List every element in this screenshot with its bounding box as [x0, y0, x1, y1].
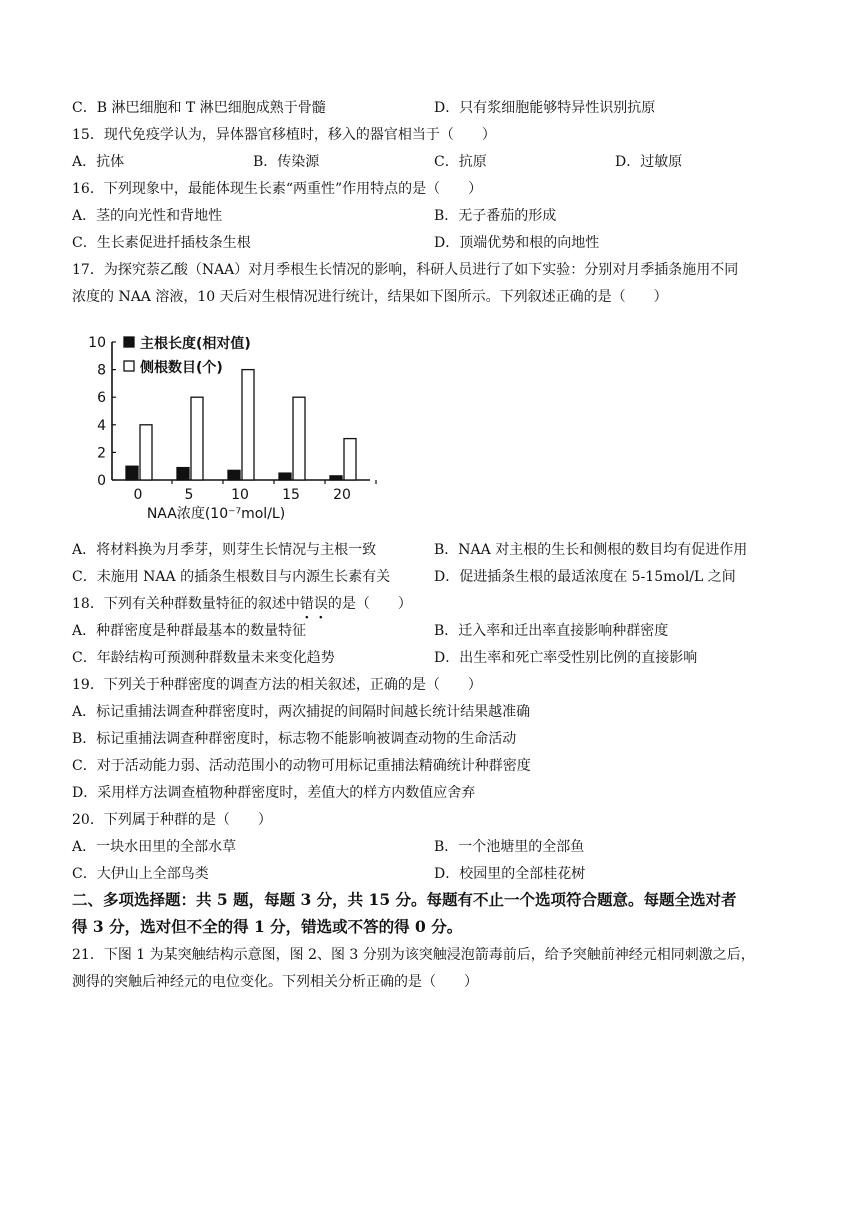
legend-label-lateral-root: 侧根数目(个): [140, 360, 223, 376]
q14-option-c: C．B 淋巴细胞和 T 淋巴细胞成熟于骨髓: [72, 100, 326, 116]
bar-main-root-length: [279, 473, 291, 480]
q18-stem: [72, 594, 412, 614]
q17-option-d: D．促进插条生根的最适浓度在 5-15mol/L 之间: [434, 569, 736, 585]
q15-option-b: B．传染源: [253, 154, 320, 170]
q17-option-c: C．未施用 NAA 的插条生根数目与内源生长素有关: [72, 569, 391, 585]
q19-option-c: C．对于活动能力弱、活动范围小的动物可用标记重捕法精确统计种群密度: [72, 758, 531, 774]
bar-lateral-root-count: [191, 397, 203, 480]
bar-main-root-length: [228, 470, 240, 480]
chart-legend: [124, 335, 251, 376]
q16-stem: 16．下列现象中，最能体现生长素“两重性”作用特点的是（ ）: [72, 181, 483, 197]
legend-swatch-lateral-root: [124, 361, 134, 371]
q16-option-a: A．茎的向光性和背地性: [72, 208, 223, 224]
x-tick-label: 10: [231, 487, 249, 503]
y-tick-label: 8: [97, 362, 106, 379]
q17-option-a: A．将材料换为月季芽，则芽生长情况与主根一致: [72, 542, 377, 558]
x-tick-label: 15: [282, 487, 300, 503]
q15-option-d: D．过敏原: [615, 154, 683, 170]
q18-emphasis-1: 错: [299, 596, 314, 612]
x-tick-label: 5: [184, 487, 194, 503]
y-tick-label: 0: [97, 473, 106, 489]
q20-option-a: A．一块水田里的全部水草: [72, 839, 237, 855]
bar-lateral-root-count: [242, 370, 254, 480]
chart-bars: [126, 370, 356, 480]
legend-label-main-root: 主根长度(相对值): [140, 336, 251, 352]
q18-stem-post: 的是（ ）: [327, 596, 412, 612]
y-tick-label: 4: [97, 417, 106, 434]
q18-option-b: B．迁入率和迁出率直接影响种群密度: [434, 623, 669, 639]
q21-stem-line1: 21．下图 1 为某突触结构示意图，图 2、图 3 分别为该突触浸泡箭毒前后，给予突触前神经元相同刺激之后，: [72, 947, 755, 963]
q18-stem-pre: 18．下列有关种群数量特征的叙述中: [72, 596, 300, 612]
y-tick-label: 2: [97, 445, 106, 462]
bar-lateral-root-count: [140, 425, 152, 480]
bar-main-root-length: [330, 476, 342, 480]
q17-option-b: B．NAA 对主根的生长和侧根的数目均有促进作用: [434, 542, 748, 558]
q19-option-a: A．标记重捕法调查种群密度时，两次捕捉的间隔时间越长统计结果越准确: [72, 704, 531, 720]
q16-option-b: B．无子番茄的形成: [434, 208, 557, 224]
q20-option-b: B．一个池塘里的全部鱼: [434, 839, 585, 855]
y-tick-label: 10: [88, 335, 106, 351]
x-tick-label: 20: [333, 487, 351, 503]
bar-lateral-root-count: [293, 397, 305, 480]
q18-option-a: A．种群密度是种群最基本的数量特征: [72, 623, 307, 639]
bar-lateral-root-count: [344, 439, 356, 480]
y-tick-label: 6: [97, 390, 106, 407]
bar-main-root-length: [177, 468, 189, 480]
naa-bar-chart: [88, 330, 388, 522]
q14-option-d: D．只有浆细胞能够特异性识别抗原: [434, 100, 656, 116]
q21-stem-line2: 测得的突触后神经元的电位变化。下列相关分析正确的是（ ）: [72, 974, 478, 990]
q16-option-d: D．顶端优势和根的向地性: [434, 235, 600, 251]
q15-stem: 15．现代免疫学认为，异体器官移植时，移入的器官相当于（ ）: [72, 127, 496, 143]
q19-option-d: D．采用样方法调查植物种群密度时，差值大的样方内数值应舍弃: [72, 785, 476, 801]
bar-main-root-length: [126, 466, 138, 480]
q18-option-c: C．年龄结构可预测种群数量未来变化趋势: [72, 650, 335, 666]
q16-option-c: C．生长素促进扦插枝条生根: [72, 235, 251, 251]
q20-option-c: C．大伊山上全部鸟类: [72, 866, 209, 882]
section2-heading-line2: 得 3 分，选对但不全的得 1 分，错选或不答的得 0 分。: [72, 917, 463, 936]
q18-emphasis-2: 误: [313, 596, 328, 612]
section2-heading-line1: 二、多项选择题：共 5 题，每题 3 分，共 15 分。每题有不止一个选项符合题意。每题全选对者: [72, 890, 737, 909]
q19-option-b: B．标记重捕法调查种群密度时，标志物不能影响被调查动物的生命活动: [72, 731, 517, 747]
q15-option-c: C．抗原: [434, 154, 487, 170]
x-tick-label: 0: [133, 487, 143, 503]
q20-option-d: D．校园里的全部桂花树: [434, 866, 586, 882]
q17-stem-line1: 17．为探究萘乙酸（NAA）对月季根生长情况的影响，科研人员进行了如下实验：分别对月季插条施用不同: [72, 262, 739, 278]
q18-option-d: D．出生率和死亡率受性别比例的直接影响: [434, 650, 698, 666]
x-axis-label: NAA浓度(10⁻⁷mol/L): [146, 506, 286, 522]
q20-stem: 20．下列属于种群的是（ ）: [72, 812, 272, 828]
legend-swatch-main-root: [124, 337, 134, 347]
q15-option-a: A．抗体: [72, 154, 125, 170]
q19-stem: 19．下列关于种群密度的调查方法的相关叙述，正确的是（ ）: [72, 677, 482, 693]
q17-stem-line2: 浓度的 NAA 溶液，10 天后对生根情况进行统计，结果如下图所示。下列叙述正确的是（ ）: [72, 289, 668, 305]
